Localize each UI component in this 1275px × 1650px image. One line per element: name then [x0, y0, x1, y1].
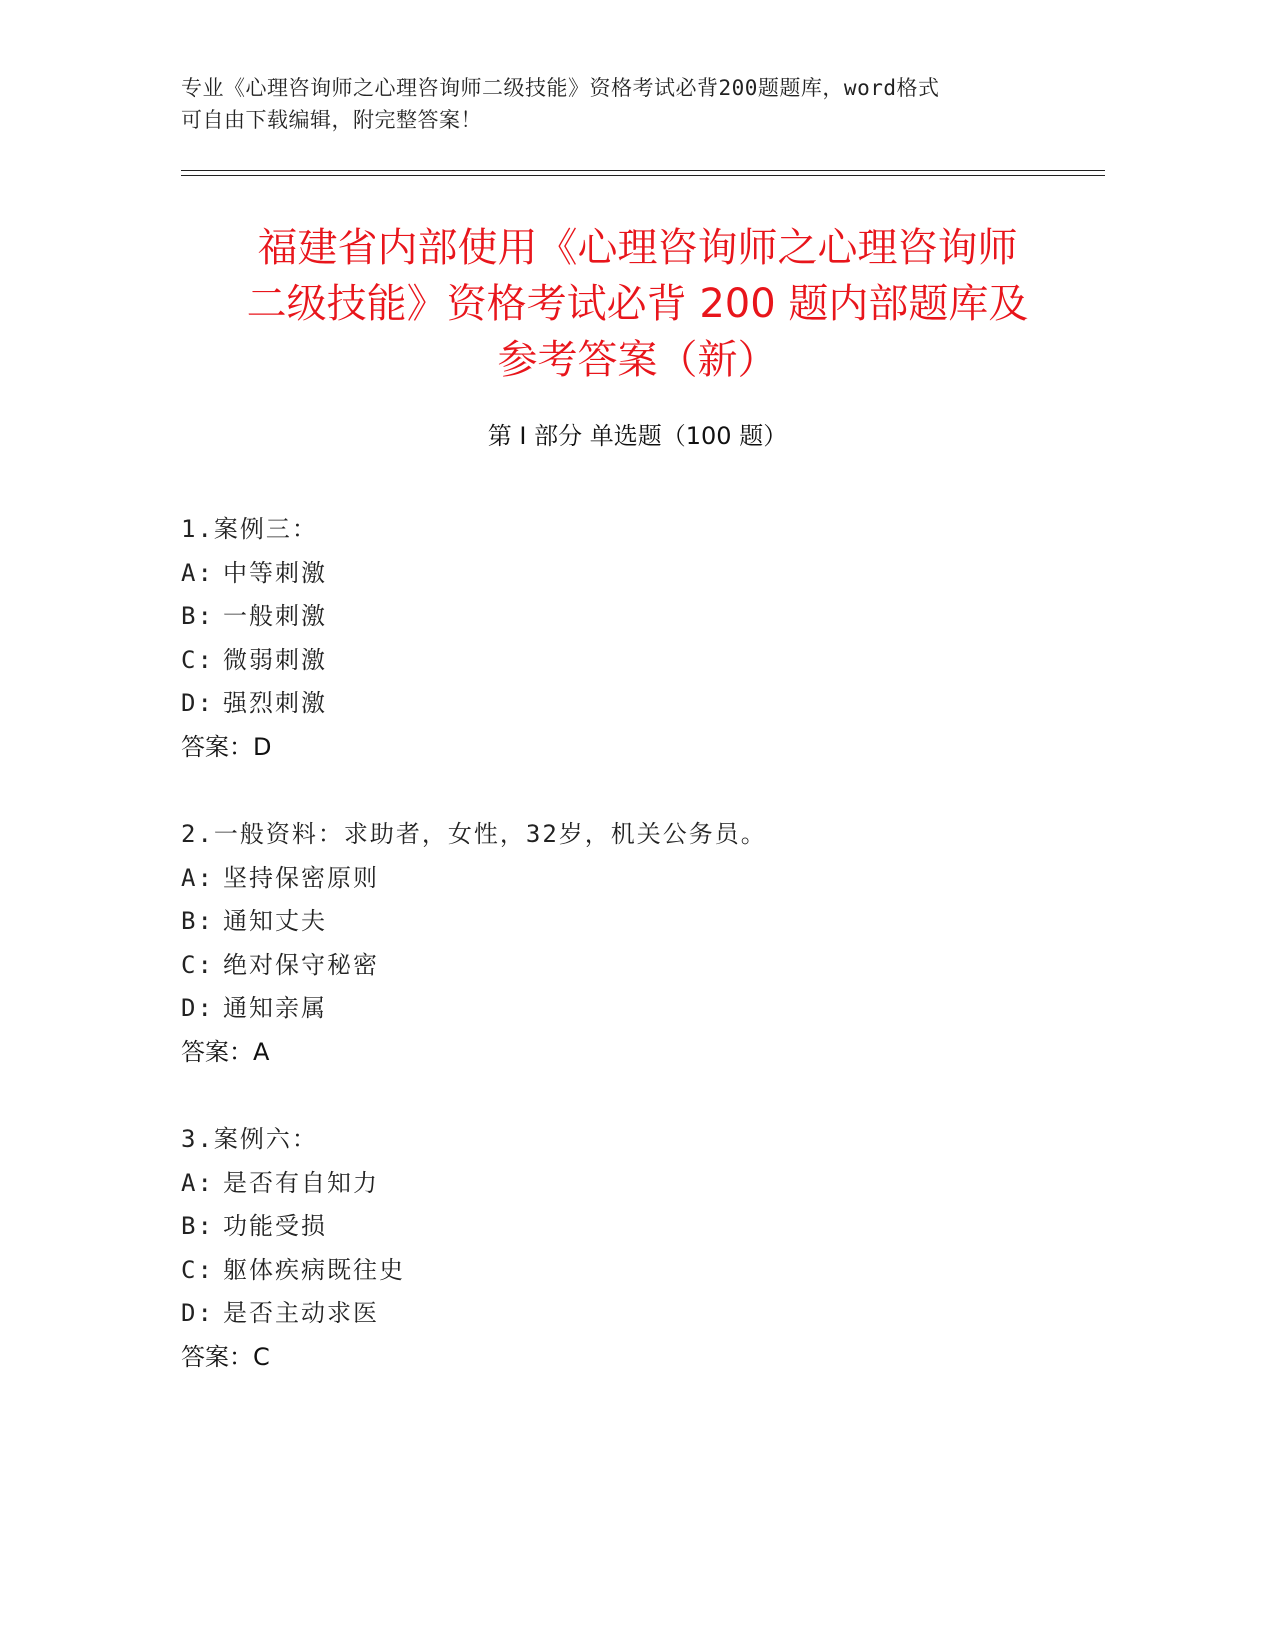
question-stem: 3.案例六： — [181, 1125, 318, 1153]
header-divider-top — [181, 170, 1105, 171]
option-letter: A: — [181, 863, 214, 892]
option-text: 躯体疾病既往史 — [223, 1255, 405, 1284]
option-text: 通知丈夫 — [223, 907, 327, 935]
option-text: 功能受损 — [223, 1212, 327, 1240]
question-3 — [181, 1118, 1081, 1379]
option-letter: A: — [181, 1168, 214, 1197]
option-text: 坚持保密原则 — [223, 863, 379, 892]
option-text: 是否主动求医 — [223, 1299, 379, 1327]
question-2 — [181, 813, 1081, 1074]
option-letter: C: — [181, 950, 214, 979]
option-b — [181, 1205, 1081, 1249]
option-c — [181, 944, 1081, 988]
question-stem: 2.一般资料：求助者，女性，32岁，机关公务员。 — [181, 820, 767, 848]
header-note-line-2: 可自由下载编辑，附完整答案！ — [181, 108, 482, 132]
option-a — [181, 857, 1081, 901]
option-letter: B: — [181, 907, 214, 935]
answer-line: 答案：D — [181, 732, 272, 761]
option-d — [181, 1292, 1081, 1336]
option-text: 绝对保守秘密 — [223, 950, 379, 979]
option-letter: B: — [181, 602, 214, 630]
option-c — [181, 639, 1081, 683]
option-letter: D: — [181, 689, 214, 717]
option-d — [181, 987, 1081, 1031]
option-b — [181, 595, 1081, 639]
option-letter: C: — [181, 1255, 214, 1284]
option-text: 强烈刺激 — [223, 689, 327, 717]
option-text: 通知亲属 — [223, 994, 327, 1022]
section-heading: 第 I 部分 单选题（100 题） — [487, 422, 788, 450]
option-a — [181, 1162, 1081, 1206]
answer-line: 答案：C — [181, 1342, 270, 1371]
document-title-line-2: 二级技能》资格考试必背 200 题内部题库及 — [246, 281, 1029, 327]
option-letter: A: — [181, 558, 214, 587]
option-b — [181, 900, 1081, 944]
document-title — [160, 220, 1115, 388]
option-letter: B: — [181, 1212, 214, 1240]
option-text: 微弱刺激 — [223, 645, 327, 674]
option-d — [181, 682, 1081, 726]
option-text: 一般刺激 — [223, 602, 327, 630]
header-note-line-1: 专业《心理咨询师之心理咨询师二级技能》资格考试必背200题题库，word格式 — [181, 76, 940, 100]
option-letter: D: — [181, 994, 214, 1022]
document-title-line-1: 福建省内部使用《心理咨询师之心理咨询师 — [257, 225, 1018, 271]
option-letter: D: — [181, 1299, 214, 1327]
option-a — [181, 552, 1081, 596]
question-stem: 1.案例三： — [181, 515, 318, 543]
question-1 — [181, 508, 1081, 769]
header-divider-bottom — [181, 175, 1105, 176]
option-text: 是否有自知力 — [223, 1168, 379, 1197]
option-letter: C: — [181, 645, 214, 674]
option-c — [181, 1249, 1081, 1293]
option-text: 中等刺激 — [223, 558, 327, 587]
question-list — [181, 508, 1081, 1423]
answer-line: 答案：A — [181, 1037, 270, 1066]
document-title-line-3: 参考答案（新） — [497, 337, 778, 383]
header-note — [181, 72, 1061, 136]
